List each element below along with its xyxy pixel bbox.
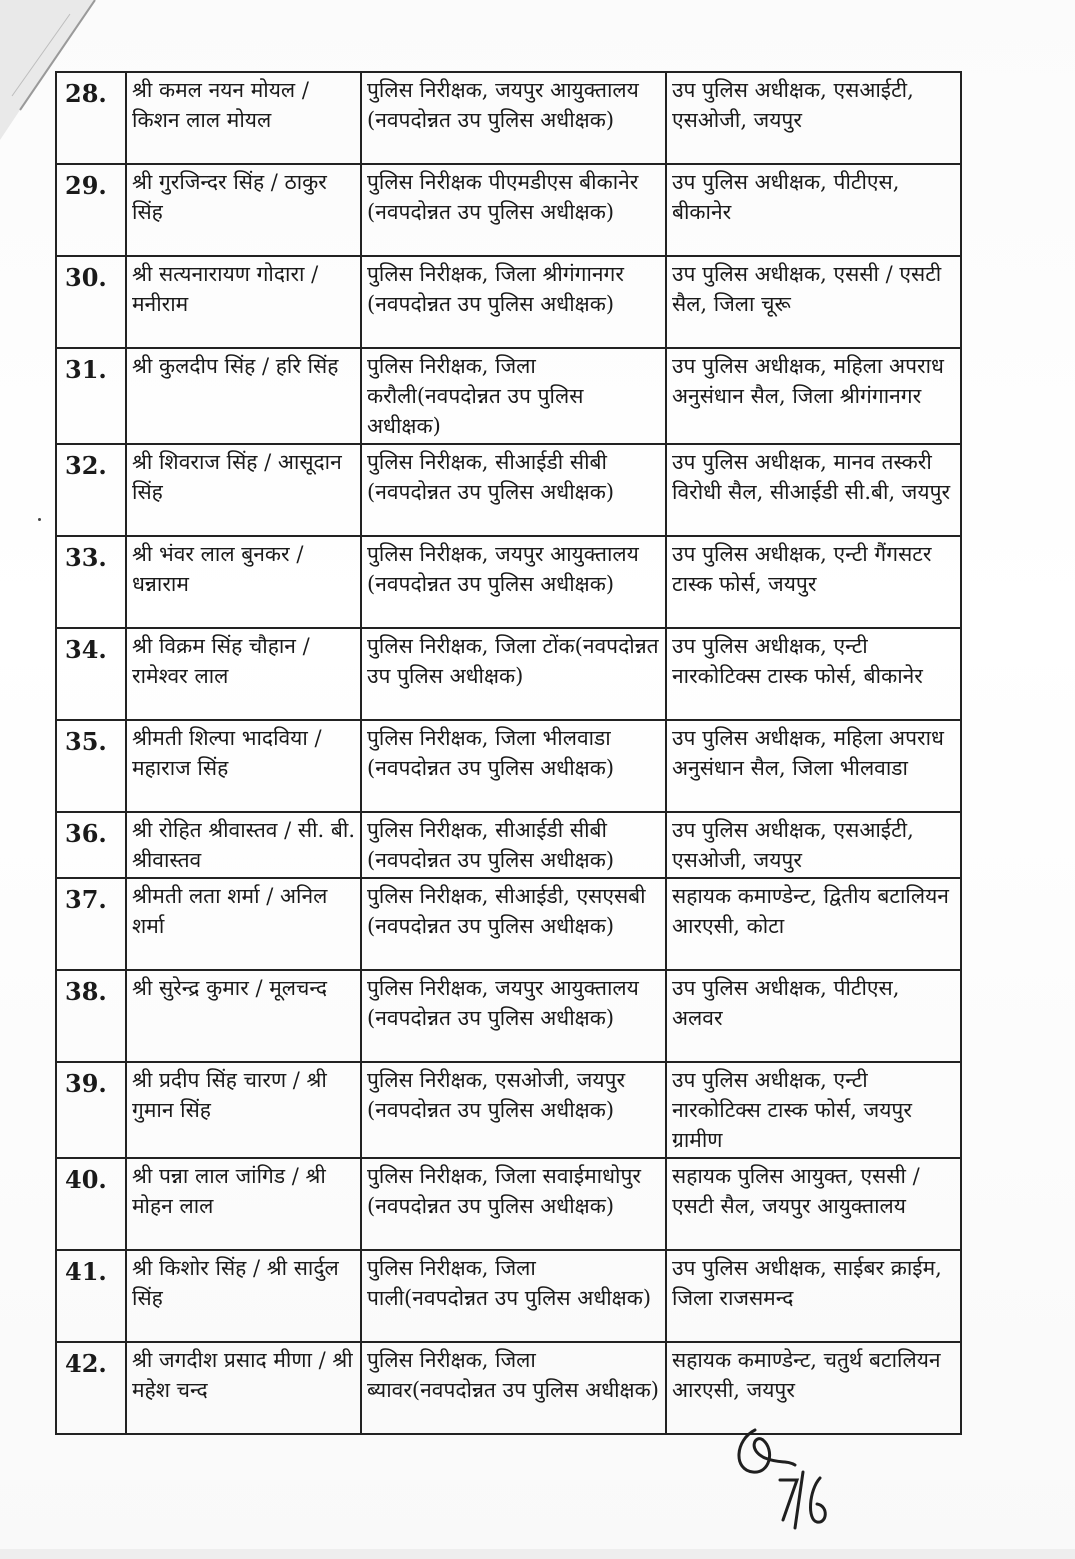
page-bottom-edge [0, 1549, 1075, 1559]
serial-number: 37. [56, 878, 126, 970]
table-row [56, 164, 961, 256]
new-posting: सहायक कमाण्डेन्ट, द्वितीय बटालियन आरएसी, कोटा [666, 878, 961, 970]
table-row [56, 720, 961, 812]
table-row [56, 1062, 961, 1158]
current-post: पुलिस निरीक्षक, एसओजी, जयपुर (नवपदोन्नत उप पुलिस अधीक्षक) [361, 1062, 666, 1158]
current-post: पुलिस निरीक्षक पीएमडीएस बीकानेर (नवपदोन्नत उप पुलिस अधीक्षक) [361, 164, 666, 256]
new-posting: उप पुलिस अधीक्षक, एन्टी नारकोटिक्स टास्क फोर्स, बीकानेर [666, 628, 961, 720]
new-posting: उप पुलिस अधीक्षक, साईबर क्राईम, जिला राजसमन्द [666, 1250, 961, 1342]
new-posting: उप पुलिस अधीक्षक, पीटीएस, बीकानेर [666, 164, 961, 256]
serial-number: 39. [56, 1062, 126, 1158]
serial-number: 38. [56, 970, 126, 1062]
serial-number: 34. [56, 628, 126, 720]
table-row [56, 1250, 961, 1342]
officer-name: श्री गुरजिन्दर सिंह / ठाकुर सिंह [126, 164, 361, 256]
serial-number: 36. [56, 812, 126, 878]
table-row [56, 812, 961, 878]
current-post: पुलिस निरीक्षक, जिला सवाईमाधोपुर (नवपदोन्नत उप पुलिस अधीक्षक) [361, 1158, 666, 1250]
officer-name: श्री पन्ना लाल जांगिड / श्री मोहन लाल [126, 1158, 361, 1250]
table-row [56, 256, 961, 348]
new-posting: उप पुलिस अधीक्षक, एन्टी नारकोटिक्स टास्क फोर्स, जयपुर ग्रामीण [666, 1062, 961, 1158]
current-post: पुलिस निरीक्षक, जिला पाली(नवपदोन्नत उप पुलिस अधीक्षक) [361, 1250, 666, 1342]
table-row [56, 348, 961, 444]
current-post: पुलिस निरीक्षक, जयपुर आयुक्तालय (नवपदोन्नत उप पुलिस अधीक्षक) [361, 970, 666, 1062]
serial-number: 42. [56, 1342, 126, 1434]
serial-number: 31. [56, 348, 126, 444]
serial-number: 30. [56, 256, 126, 348]
current-post: पुलिस निरीक्षक, जयपुर आयुक्तालय (नवपदोन्नत उप पुलिस अधीक्षक) [361, 72, 666, 164]
transfer-list-table [55, 71, 962, 1435]
current-post: पुलिस निरीक्षक, जिला श्रीगंगानगर (नवपदोन्नत उप पुलिस अधीक्षक) [361, 256, 666, 348]
table-row [56, 536, 961, 628]
stray-mark [38, 518, 41, 521]
new-posting: उप पुलिस अधीक्षक, महिला अपराध अनुसंधान सैल, जिला श्रीगंगानगर [666, 348, 961, 444]
officer-name: श्री भंवर लाल बुनकर / धन्नाराम [126, 536, 361, 628]
new-posting: उप पुलिस अधीक्षक, पीटीएस, अलवर [666, 970, 961, 1062]
serial-number: 29. [56, 164, 126, 256]
new-posting: सहायक कमाण्डेन्ट, चतुर्थ बटालियन आरएसी, जयपुर [666, 1342, 961, 1434]
officer-name: श्रीमती लता शर्मा / अनिल शर्मा [126, 878, 361, 970]
officer-name: श्री शिवराज सिंह / आसूदान सिंह [126, 444, 361, 536]
serial-number: 41. [56, 1250, 126, 1342]
serial-number: 35. [56, 720, 126, 812]
table-row [56, 970, 961, 1062]
new-posting: उप पुलिस अधीक्षक, एसआईटी, एसओजी, जयपुर [666, 72, 961, 164]
serial-number: 28. [56, 72, 126, 164]
current-post: पुलिस निरीक्षक, जिला टोंक(नवपदोन्नत उप पुलिस अधीक्षक) [361, 628, 666, 720]
officer-name: श्री कमल नयन मोयल / किशन लाल मोयल [126, 72, 361, 164]
handwritten-signature [725, 1410, 845, 1550]
table-row [56, 444, 961, 536]
officer-name: श्री सत्यनारायण गोदारा / मनीराम [126, 256, 361, 348]
new-posting: सहायक पुलिस आयुक्त, एससी / एसटी सैल, जयपुर आयुक्तालय [666, 1158, 961, 1250]
officer-name: श्री कुलदीप सिंह / हरि सिंह [126, 348, 361, 444]
current-post: पुलिस निरीक्षक, जयपुर आयुक्तालय (नवपदोन्नत उप पुलिस अधीक्षक) [361, 536, 666, 628]
officer-name: श्री सुरेन्द्र कुमार / मूलचन्द [126, 970, 361, 1062]
current-post: पुलिस निरीक्षक, जिला करौली(नवपदोन्नत उप पुलिस अधीक्षक) [361, 348, 666, 444]
current-post: पुलिस निरीक्षक, सीआईडी सीबी (नवपदोन्नत उप पुलिस अधीक्षक) [361, 812, 666, 878]
officer-name: श्री रोहित श्रीवास्तव / सी. बी. श्रीवास्तव [126, 812, 361, 878]
serial-number: 40. [56, 1158, 126, 1250]
new-posting: उप पुलिस अधीक्षक, महिला अपराध अनुसंधान सैल, जिला भीलवाडा [666, 720, 961, 812]
officer-name: श्री किशोर सिंह / श्री सार्दुल सिंह [126, 1250, 361, 1342]
table-row [56, 628, 961, 720]
officer-name: श्री प्रदीप सिंह चारण / श्री गुमान सिंह [126, 1062, 361, 1158]
table-body [56, 72, 961, 1434]
current-post: पुलिस निरीक्षक, जिला भीलवाडा (नवपदोन्नत उप पुलिस अधीक्षक) [361, 720, 666, 812]
serial-number: 32. [56, 444, 126, 536]
current-post: पुलिस निरीक्षक, सीआईडी सीबी (नवपदोन्नत उप पुलिस अधीक्षक) [361, 444, 666, 536]
current-post: पुलिस निरीक्षक, सीआईडी, एसएसबी (नवपदोन्नत उप पुलिस अधीक्षक) [361, 878, 666, 970]
table-row [56, 878, 961, 970]
current-post: पुलिस निरीक्षक, जिला ब्यावर(नवपदोन्नत उप पुलिस अधीक्षक) [361, 1342, 666, 1434]
officer-name: श्री जगदीश प्रसाद मीणा / श्री महेश चन्द [126, 1342, 361, 1434]
new-posting: उप पुलिस अधीक्षक, एसआईटी, एसओजी, जयपुर [666, 812, 961, 878]
serial-number: 33. [56, 536, 126, 628]
new-posting: उप पुलिस अधीक्षक, एससी / एसटी सैल, जिला चूरू [666, 256, 961, 348]
officer-name: श्रीमती शिल्पा भादविया / महाराज सिंह [126, 720, 361, 812]
new-posting: उप पुलिस अधीक्षक, मानव तस्करी विरोधी सैल, सीआईडी सी.बी, जयपुर [666, 444, 961, 536]
table-row [56, 72, 961, 164]
officer-name: श्री विक्रम सिंह चौहान / रामेश्वर लाल [126, 628, 361, 720]
table-row [56, 1158, 961, 1250]
new-posting: उप पुलिस अधीक्षक, एन्टी गैंगसटर टास्क फोर्स, जयपुर [666, 536, 961, 628]
